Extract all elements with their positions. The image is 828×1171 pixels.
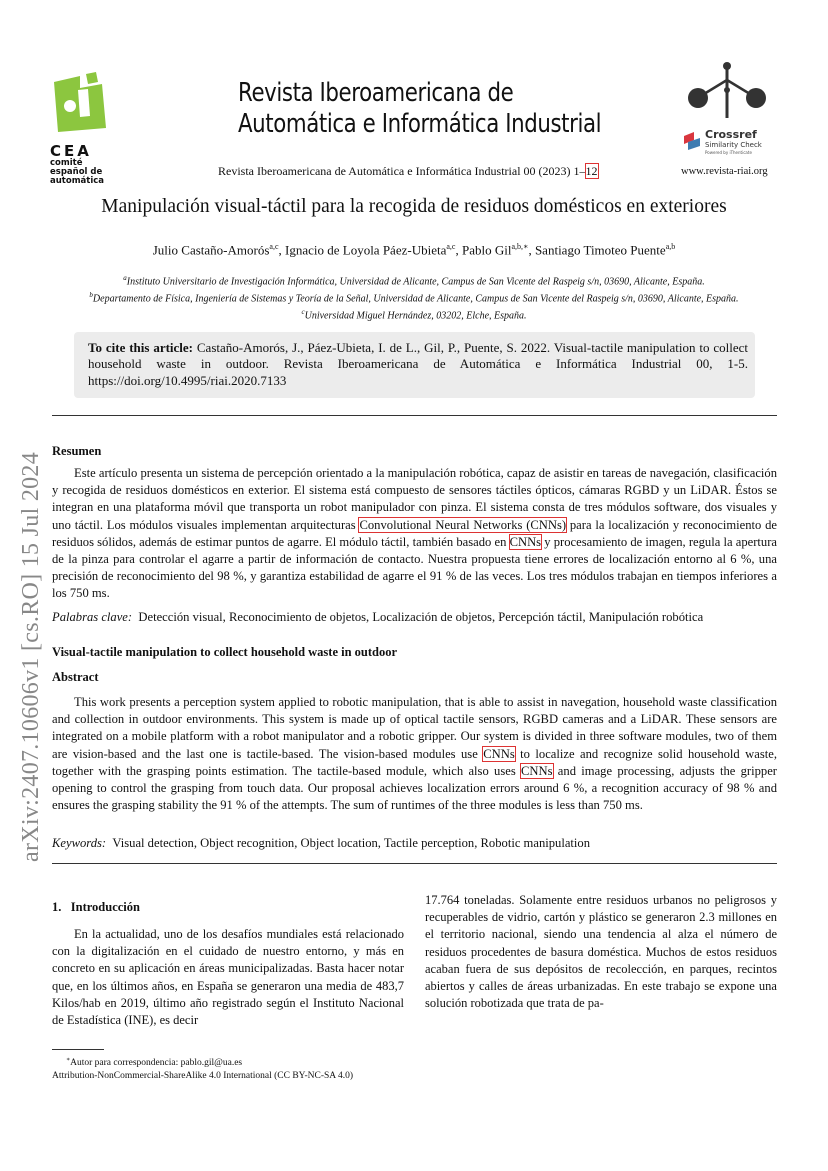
- journal-name: Revista Iberoamericana de Automática e Informática Industrial: [238, 78, 602, 139]
- crossref-small: Powered by iThenticate: [705, 150, 752, 155]
- cea-logo: [50, 72, 112, 186]
- crossref-badge: [682, 60, 772, 170]
- palabras-clave: Palabras clave: Detección visual, Reconocimiento de objetos, Localización de objetos, Percepción táctil, Manipulación robótica: [52, 610, 704, 624]
- affiliation: $^b$Departamento de Física, Ingeniería de Sistemas y Teoría de la Señal, Universidad de Alicante, Campus de San Vicente del Raspeig s/n, 03690, Alicante, España.: [89, 290, 739, 305]
- journal-citation-line: Revista Iberoamericana de Automática e Informática Industrial 00 (2023) 1–12: [218, 164, 598, 178]
- divider: [52, 863, 777, 864]
- riai-emblem-icon: [682, 60, 772, 122]
- author-list: Julio Castaño-Amorós$^{a,c}$, Ignacio de Loyola Páez-Ubieta$^{a,c}$, Pablo Gil$^{a,b,∗}$, Santiago Timoteo Puente$^{a,b}$: [152, 242, 676, 258]
- cnn-acronym-link[interactable]: CNNs: [521, 763, 553, 778]
- body-right-column: 17.764 toneladas. Solamente entre residuos urbanos no peligrosos y recuperables de vidrio, cartón y plástico se generaron 2.3 millones en el territorio nacional, siendo una tendencia al alza el número de residuos procedentes de basura doméstica. Muchos de estos residuos acaban fuera de sus depósitos de recolección, en parques, recintos abiertos y calles de áreas urbanizadas. En este trabajo se expone una solución robotizada que trata de pa-: [425, 893, 777, 1011]
- affiliation: $^a$Instituto Universitario de Investigación Informática, Universidad de Alicante, Campus de San Vicente del Raspeig s/n, 03690, Alicante, España.: [123, 274, 705, 288]
- keywords: Keywords: Visual detection, Object recognition, Object location, Tactile perception, Robotic manipulation: [52, 836, 591, 850]
- cnn-acronym-link[interactable]: Convolutional Neural Networks (CNNs): [359, 517, 567, 532]
- cnn-acronym-link[interactable]: CNNs: [509, 534, 542, 549]
- cea-logo-icon: [50, 72, 112, 138]
- divider: [52, 415, 777, 416]
- resumen-heading: Resumen: [52, 444, 102, 458]
- license-note: Attribution-NonCommercial-ShareAlike 4.0 International (CC BY-NC-SA 4.0): [52, 1071, 354, 1082]
- body-left-column: En la actualidad, uno de los desafíos mundiales está relacionado con la digitalización en el cuidado de nuestro entorno, y más en concreto en su aplicación en áreas municipalizadas. Basta hacer notar que, en los últimos años, en España se generaron una media de 483,7 Kilos/hab en 2019, último año registrado según el Instituto Nacional de Estadística (INE), es decir: [52, 927, 404, 1028]
- crossref-icon: [682, 132, 702, 152]
- english-title: Visual-tactile manipulation to collect household waste in outdoor: [52, 645, 398, 659]
- corresponding-author: ∗Autor para correspondencia: pablo.gil@ua.es: [66, 1057, 243, 1069]
- abstract-text: This work presents a perception system applied to robotic manipulation, that is able to assist in navegation, household waste classification and collection in outdoor environments. This system is made up of optical tactile sensors, RGBD cameras and a LiDAR. These sensors are integrated on a mobile platform with a robot manipulator and a robotic gripper. Our system is divided in three software modules, two of them are vision-based and the last one is tactile-based. The vision-based modules use CNNs to localize and recognize solid household waste, together with the grasping points estimation. The tactile-based module, which also uses CNNs and image processing, adjusts the gripper opening to control the grasping from touch data. Our proposal achieves localization errors around 6 %, a recognition accuracy of 98 % and ensures the grasping stability the 91 % of the attempts. The sum of runtimes of the three modules is less than 750 ms.: [52, 695, 777, 813]
- cea-acronym: CEA: [50, 142, 92, 160]
- author: Santiago Timoteo Puente: [534, 242, 666, 258]
- section-heading: 1. Introducción: [52, 900, 140, 914]
- footnotes: [52, 1054, 353, 1083]
- abstract-heading: Abstract: [52, 670, 99, 684]
- author: Ignacio de Loyola Páez-Ubieta: [285, 242, 447, 258]
- page-count-link[interactable]: 12: [585, 164, 598, 178]
- crossref-tag: Similarity Check: [705, 141, 762, 149]
- cite-text: To cite this article: Castaño-Amorós, J., Páez-Ubieta, I. de L., Gil, P., Puente, S. 2022. Visual-tactile manipulation to collect household waste in outdoor. Revista Iberoamericana de Automática e Informática Industrial 00, 1-5. https://doi.org/10.4995/riai.2020.7133: [88, 340, 748, 388]
- arxiv-identifier[interactable]: arXiv:2407.10606v1 [cs.RO] 15 Jul 2024: [18, 451, 44, 862]
- author: Pablo Gil: [461, 242, 512, 258]
- affiliations: [0, 272, 828, 323]
- cnn-acronym-link[interactable]: CNNs: [483, 746, 515, 761]
- author: Julio Castaño-Amorós: [152, 242, 270, 258]
- journal-website[interactable]: www.revista-riai.org: [681, 166, 768, 177]
- crossref-brand: Crossref: [705, 128, 757, 141]
- cite-label: To cite this article:: [88, 340, 194, 355]
- crossref-row: [682, 129, 772, 155]
- cea-subtitle: comité español de automática: [50, 158, 105, 186]
- affiliation: $^c$Universidad Miguel Hernández, 03202, Elche, España.: [301, 307, 527, 322]
- resumen-text: Este artículo presenta un sistema de percepción orientado a la manipulación robótica, capaz de asistir en tareas de navegación, clasificación y recogida de residuos domésticos en exterior. El sistema está compuesto de sensores táctiles ópticos, cámaras RGBD y un LiDAR. Éstos se integran en una plataforma móvil que transporta un robot manipulador con pinza. El sistema consta de tres módulos software, dos visuales y uno táctil. Los módulos visuales implementan arquitecturas Convolutional Neural Networks (CNNs) para la localización y reconocimiento de residuos sólidos, además de estimar puntos de agarre. El módulo táctil, también basado en CNNs y procesamiento de imagen, regula la apertura de la pinza para controlar el agarre a partir de información de contacto. Nuestra propuesta tiene errores de localización entorno al 6 %, una precisión de reconocimiento del 98 %, y garantiza estabilidad de agarre el 91 % de las veces. Los tres módulos trabajan en tiempos inferiores a los 750 ms.: [52, 466, 778, 601]
- keywords-label: Keywords:: [52, 836, 107, 850]
- keywords-label: Palabras clave:: [52, 610, 133, 624]
- footnote-divider: [52, 1049, 104, 1050]
- paper-title: Manipulación visual-táctil para la recogida de residuos domésticos en exteriores: [101, 196, 727, 217]
